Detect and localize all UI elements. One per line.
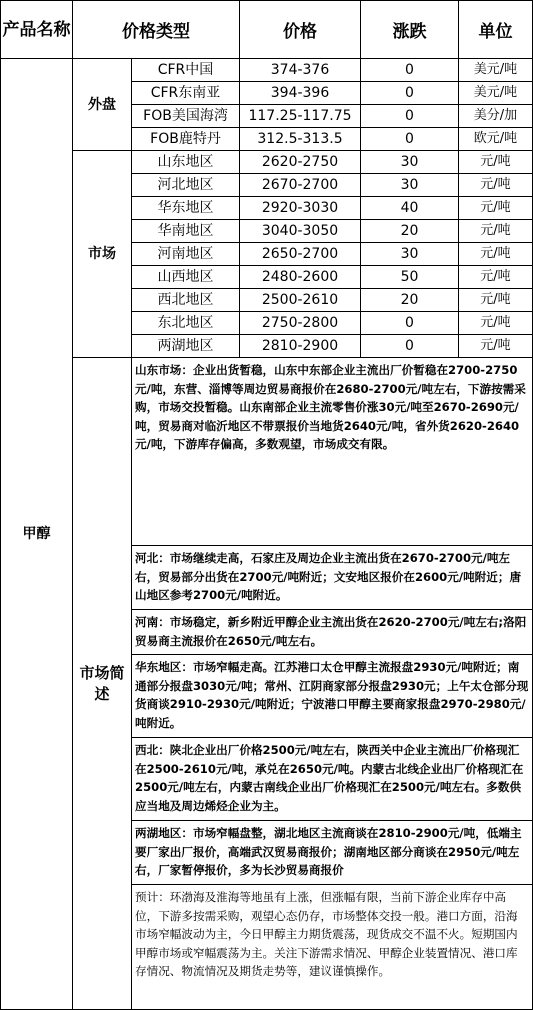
header-price: 价格 bbox=[240, 1, 361, 59]
group-summary: 市场简述 bbox=[73, 358, 132, 1010]
change-cell: 30 bbox=[361, 151, 459, 174]
price-type-cell: 华东地区 bbox=[132, 197, 240, 220]
price-type-cell: FOB鹿特丹 bbox=[132, 128, 240, 151]
summary-note-hebei: 河北：市场继续走高，石家庄及周边企业主流出货在2670-2700元/吨左右，贸易部分出货在2700元/吨附近；文安地区报价在2600元/吨附近；唐山地区参考2700元/吨附近。 bbox=[132, 546, 533, 610]
change-cell: 0 bbox=[361, 312, 459, 335]
product-name: 甲醇 bbox=[1, 59, 73, 1010]
unit-cell: 元/吨 bbox=[459, 312, 533, 335]
table-row bbox=[1, 151, 533, 174]
price-cell: 394-396 bbox=[240, 82, 361, 105]
summary-note-northwest: 西北：陕北企业出厂价格2500元/吨左右，陕西关中企业主流出厂价格现汇在2500-2610元/吨，承兑在2650元/吨。内蒙古北线企业出厂价格现汇在2500元/吨左右，内蒙古南线企业出厂价格现汇在2500元/吨左右。多数供应当地及周边烯烃企业为主。 bbox=[132, 738, 533, 821]
summary-note-henan: 河南：市场稳定，新乡附近甲醇企业主流出货在2620-2700元/吨左右;洛阳贸易商主流报价在2650元/吨左右。 bbox=[132, 610, 533, 655]
price-type-cell: 西北地区 bbox=[132, 289, 240, 312]
change-cell: 30 bbox=[361, 174, 459, 197]
price-type-cell: 山东地区 bbox=[132, 151, 240, 174]
price-cell: 2650-2700 bbox=[240, 243, 361, 266]
price-cell: 117.25-117.75 bbox=[240, 105, 361, 128]
summary-note-hubei-hunan: 两湖地区：市场窄幅盘整，湖北地区主流商谈在2810-2900元/吨，低端主要厂家出厂报价，高端武汉贸易商报价；湖南地区部分商谈在2950元/吨左右，厂家暂停报价，多为长沙贸易商报价 bbox=[132, 821, 533, 885]
unit-cell: 元/吨 bbox=[459, 151, 533, 174]
unit-cell: 元/吨 bbox=[459, 174, 533, 197]
change-cell: 0 bbox=[361, 105, 459, 128]
header-unit: 单位 bbox=[459, 1, 533, 59]
price-type-cell: 河南地区 bbox=[132, 243, 240, 266]
change-cell: 0 bbox=[361, 59, 459, 82]
change-cell: 40 bbox=[361, 197, 459, 220]
summary-row bbox=[1, 358, 533, 546]
header-change: 涨跌 bbox=[361, 1, 459, 59]
price-type-cell: 两湖地区 bbox=[132, 335, 240, 358]
price-cell: 312.5-313.5 bbox=[240, 128, 361, 151]
unit-cell: 美分/加 bbox=[459, 105, 533, 128]
unit-cell: 元/吨 bbox=[459, 289, 533, 312]
table-row bbox=[1, 59, 533, 82]
price-type-cell: FOB美国海湾 bbox=[132, 105, 240, 128]
change-cell: 0 bbox=[361, 335, 459, 358]
unit-cell: 元/吨 bbox=[459, 197, 533, 220]
price-type-cell: CFR东南亚 bbox=[132, 82, 240, 105]
price-cell: 2810-2900 bbox=[240, 335, 361, 358]
price-cell: 2480-2600 bbox=[240, 266, 361, 289]
change-cell: 50 bbox=[361, 266, 459, 289]
price-type-cell: 东北地区 bbox=[132, 312, 240, 335]
price-type-cell: 华南地区 bbox=[132, 220, 240, 243]
summary-note-east-china: 华东地区：市场窄幅走高。江苏港口太仓甲醇主流报盘2930元/吨附近；南通部分报盘3030元/吨；常州、江阴商家部分报盘2930元；上午太仓部分现货商谈2910-2930元/吨附近；宁波港口甲醇主要商家报盘2970-2980元/吨附近。 bbox=[132, 655, 533, 738]
change-cell: 20 bbox=[361, 220, 459, 243]
summary-note-shandong: 山东市场：企业出货暂稳，山东中东部企业主流出厂价暂稳在2700-2750元/吨，东营、淄博等周边贸易商报价在2680-2700元/吨左右，下游按需采购，市场交投暂稳。山东南部企业主流零售价涨30元/吨至2670-2690元/吨，贸易商对临沂地区不带票报价当地货2640元/吨，省外货2620-2640元/吨，下游库存偏高，多数观望，市场成交有限。 bbox=[132, 358, 533, 546]
unit-cell: 元/吨 bbox=[459, 335, 533, 358]
header-price-type: 价格类型 bbox=[73, 1, 240, 59]
price-cell: 3040-3050 bbox=[240, 220, 361, 243]
price-cell: 2620-2750 bbox=[240, 151, 361, 174]
summary-note-forecast: 预计：环渤海及淮海等地虽有上涨，但涨幅有限，当前下游企业库存中高位，下游多按需采购，观望心态仍存，市场整体交投一般。港口方面，沿海市场窄幅波动为主，今日甲醇主力期货震荡，现货成交不温不火。短期国内甲醇市场或窄幅震荡为主。关注下游需求情况、甲醇企业装置情况、港口库存情况、物流情况及期货走势等，建议谨慎操作。 bbox=[132, 885, 533, 1010]
change-cell: 0 bbox=[361, 82, 459, 105]
price-cell: 2750-2800 bbox=[240, 312, 361, 335]
unit-cell: 美元/吨 bbox=[459, 59, 533, 82]
header-product: 产品名称 bbox=[1, 1, 73, 59]
change-cell: 20 bbox=[361, 289, 459, 312]
price-cell: 2670-2700 bbox=[240, 174, 361, 197]
change-cell: 0 bbox=[361, 128, 459, 151]
change-cell: 30 bbox=[361, 243, 459, 266]
group-external: 外盘 bbox=[73, 59, 132, 151]
unit-cell: 元/吨 bbox=[459, 266, 533, 289]
unit-cell: 美元/吨 bbox=[459, 82, 533, 105]
unit-cell: 欧元/吨 bbox=[459, 128, 533, 151]
price-type-cell: 河北地区 bbox=[132, 174, 240, 197]
price-cell: 2500-2610 bbox=[240, 289, 361, 312]
price-type-cell: 山西地区 bbox=[132, 266, 240, 289]
unit-cell: 元/吨 bbox=[459, 220, 533, 243]
unit-cell: 元/吨 bbox=[459, 243, 533, 266]
price-cell: 374-376 bbox=[240, 59, 361, 82]
price-cell: 2920-3030 bbox=[240, 197, 361, 220]
header-row bbox=[1, 1, 533, 59]
price-type-cell: CFR中国 bbox=[132, 59, 240, 82]
group-market: 市场 bbox=[73, 151, 132, 358]
